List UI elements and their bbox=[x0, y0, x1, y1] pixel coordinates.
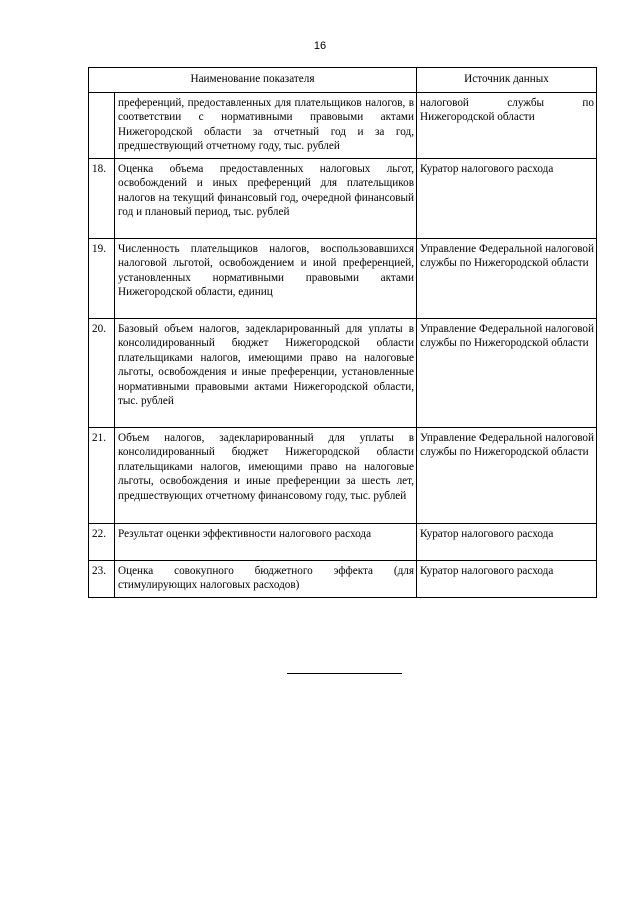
header-data-source: Источник данных bbox=[417, 68, 597, 93]
row-indicator-name: Численность плательщиков налогов, воспользовавшихся налоговой льготой, освобождением и иной преференцией, установленных нормативными правовыми актами Нижегородской области, единиц bbox=[115, 238, 417, 318]
row-data-source: Управление Федеральной налоговой службы по Нижегородской области bbox=[417, 318, 597, 427]
header-indicator-name: Наименование показателя bbox=[89, 68, 417, 93]
row-indicator-name: Оценка объема предоставленных налоговых льгот, освобождений и иных преференций для плательщиков налогов на текущий финансовый год, очередной финансовый год и плановый период, тыс. рублей bbox=[115, 158, 417, 238]
table-row bbox=[89, 560, 597, 597]
row-number bbox=[89, 92, 115, 158]
row-indicator-name: Результат оценки эффективности налогового расхода bbox=[115, 523, 417, 560]
table-row bbox=[89, 238, 597, 318]
table-row bbox=[89, 158, 597, 238]
row-data-source: Куратор налогового расхода bbox=[417, 523, 597, 560]
page-number: 16 bbox=[313, 40, 327, 52]
row-indicator-name: преференций, предоставленных для плательщиков налогов, в соответствии с нормативными правовыми актами Нижегородской области за отчетный год и за год, предшествующий отчетному году, тыс. рублей bbox=[115, 92, 417, 158]
row-data-source: налоговой службы по Нижегородской области bbox=[417, 92, 597, 158]
row-number: 20. bbox=[89, 318, 115, 427]
end-divider-line bbox=[287, 673, 402, 674]
row-data-source: Куратор налогового расхода bbox=[417, 560, 597, 597]
row-data-source: Управление Федеральной налоговой службы по Нижегородской области bbox=[417, 427, 597, 523]
row-number: 21. bbox=[89, 427, 115, 523]
table-row bbox=[89, 427, 597, 523]
row-number: 19. bbox=[89, 238, 115, 318]
row-indicator-name: Базовый объем налогов, задекларированный для уплаты в консолидированный бюджет Нижегородской области плательщиками налогов, имеющими право на налоговые льготы, освобождения и иные преференции, установленные нормативными правовыми актами Нижегородской области, тыс. рублей bbox=[115, 318, 417, 427]
table-header-row bbox=[89, 68, 597, 93]
indicators-table bbox=[88, 67, 597, 598]
table-row bbox=[89, 318, 597, 427]
row-data-source: Управление Федеральной налоговой службы по Нижегородской области bbox=[417, 238, 597, 318]
row-number: 22. bbox=[89, 523, 115, 560]
row-number: 18. bbox=[89, 158, 115, 238]
table-row bbox=[89, 92, 597, 158]
row-indicator-name: Оценка совокупного бюджетного эффекта (для стимулирующих налоговых расходов) bbox=[115, 560, 417, 597]
table-row bbox=[89, 523, 597, 560]
row-number: 23. bbox=[89, 560, 115, 597]
row-data-source: Куратор налогового расхода bbox=[417, 158, 597, 238]
row-indicator-name: Объем налогов, задекларированный для уплаты в консолидированный бюджет Нижегородской области плательщиками налогов, имеющими право на налоговые льготы, освобождения и иные преференции за шесть лет, предшествующих отчетному финансовому году, тыс. рублей bbox=[115, 427, 417, 523]
